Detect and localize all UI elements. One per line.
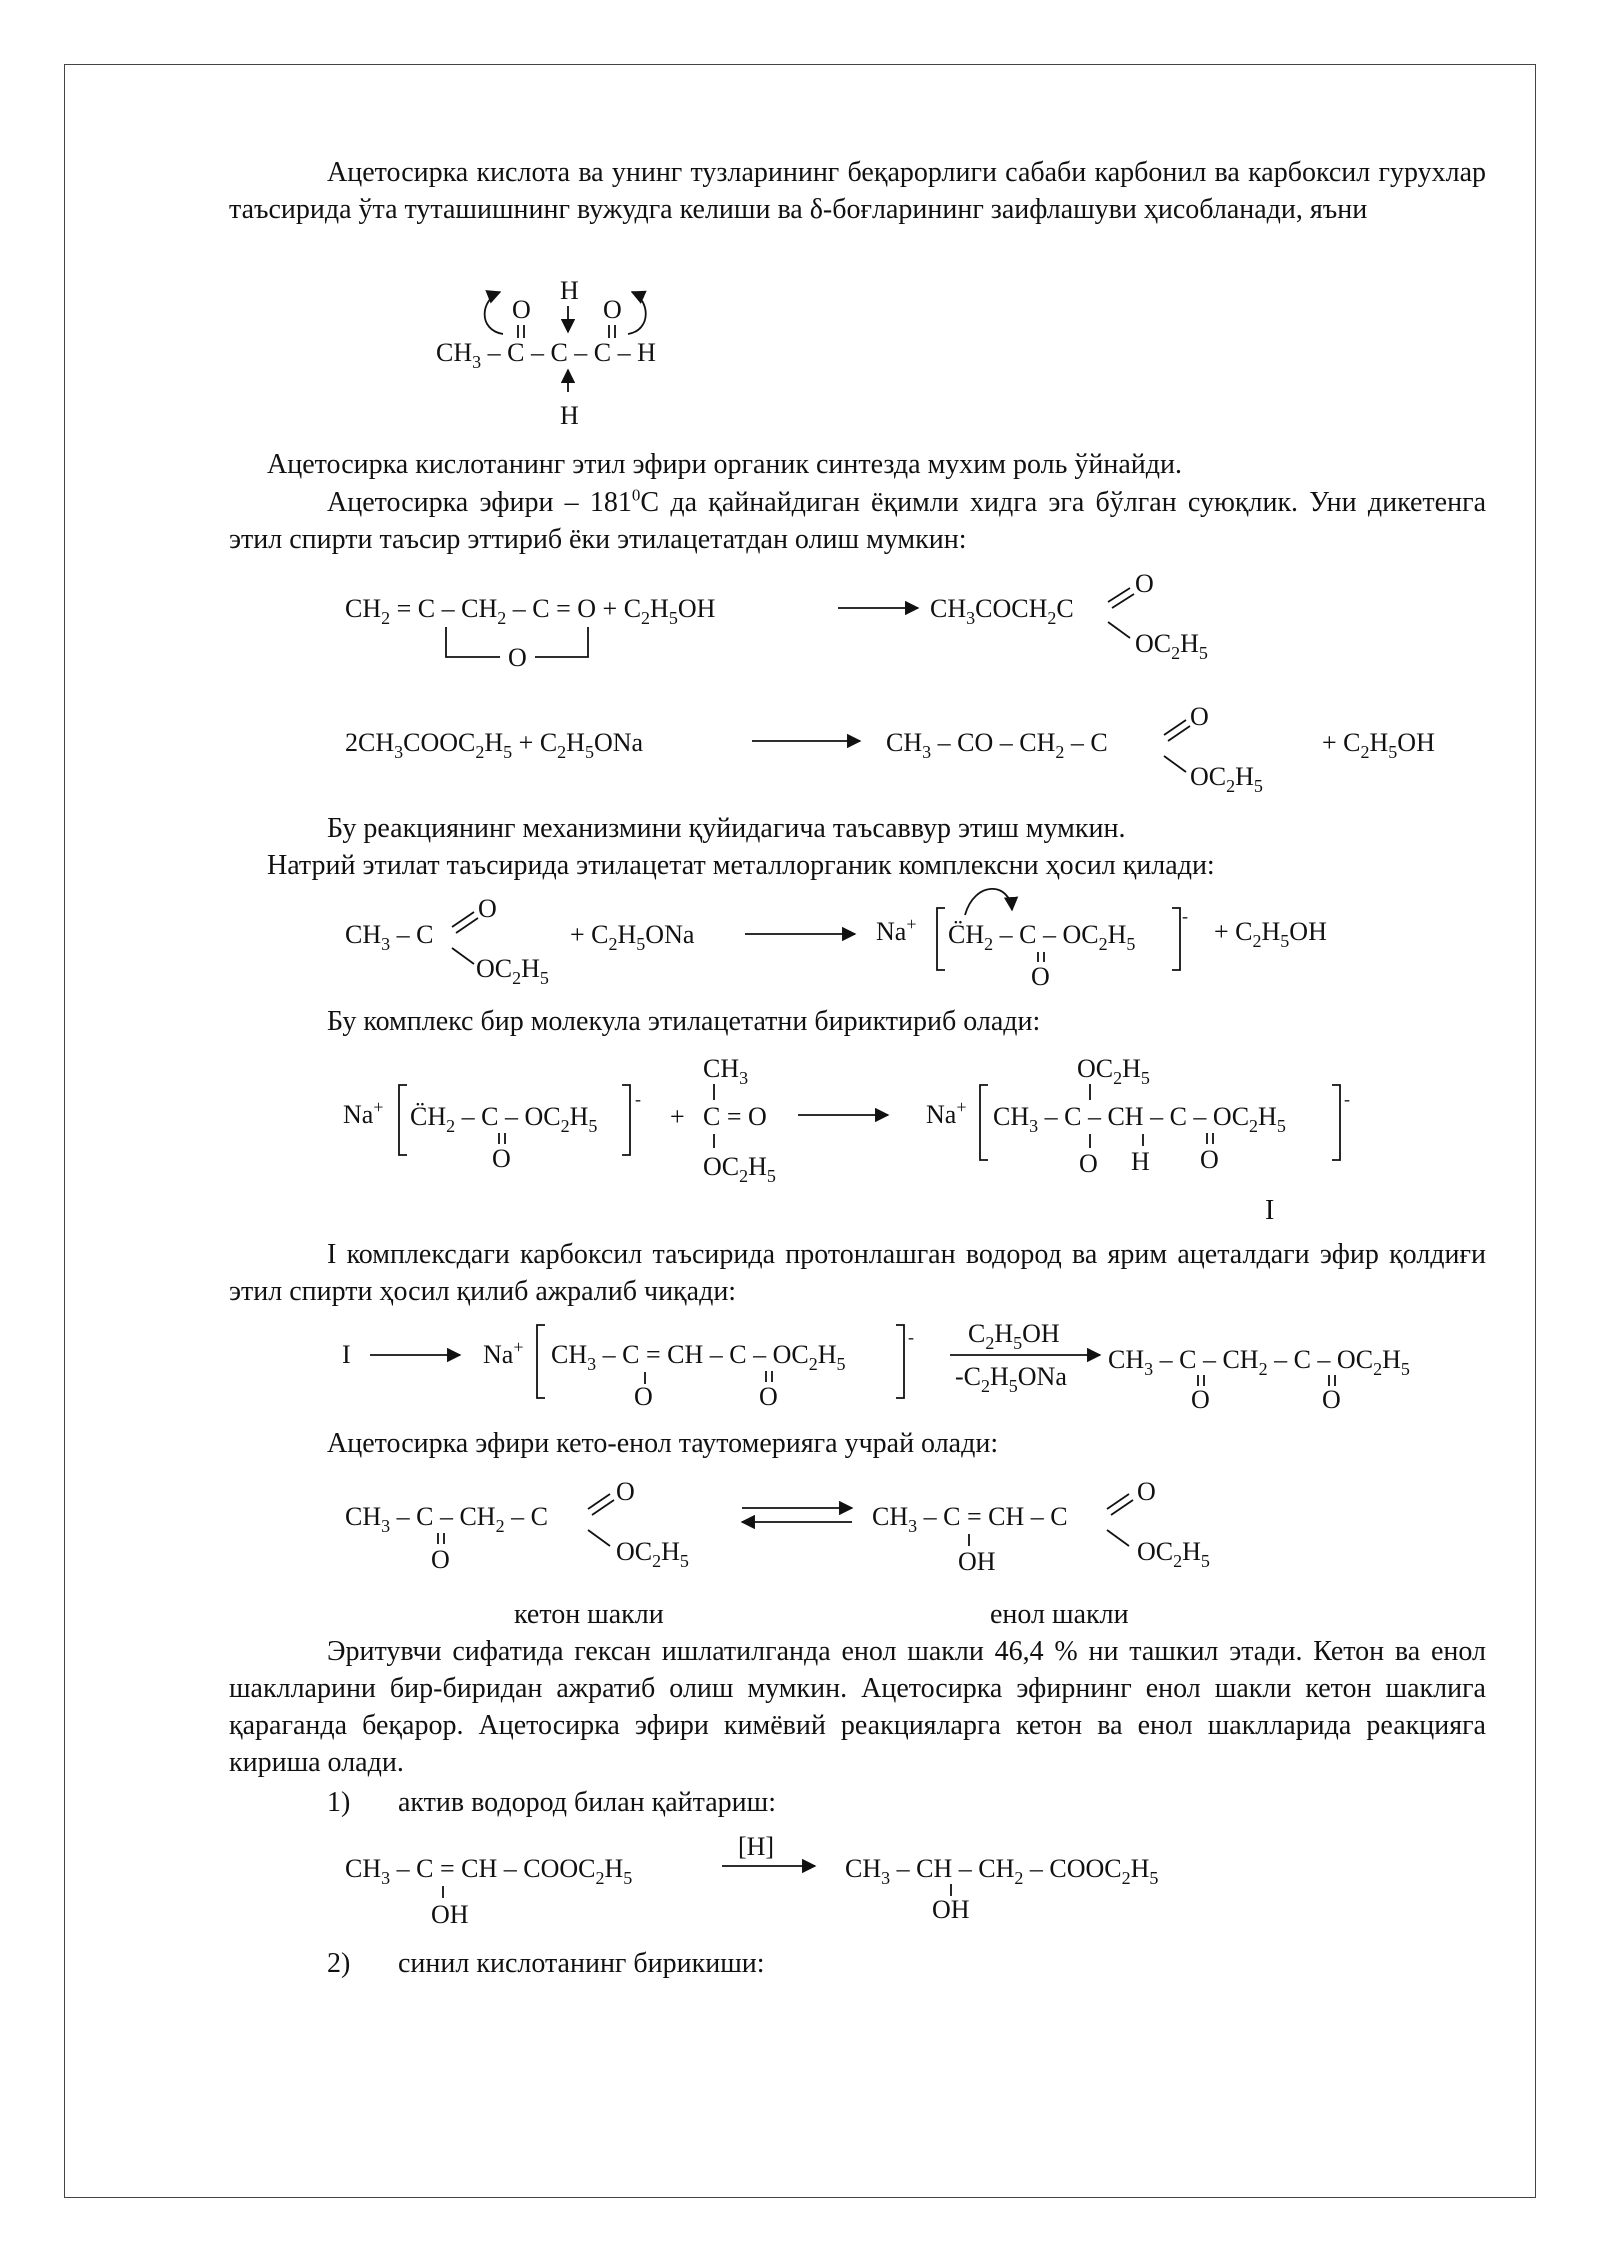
diketene-reaction [345, 569, 1208, 672]
svg-text:O: O [1191, 1385, 1210, 1414]
svg-text:O: O [1135, 569, 1154, 598]
enolate-formation-reaction [345, 889, 1327, 991]
svg-text:2CH3COOC2H5 + C2H5ONa: $2CH_3COOC_2H_5 + C_2H_5ONa$ [345, 728, 644, 762]
svg-text:CH3 – C: $CH_3$ – C [345, 920, 434, 954]
svg-text:CH3 – CO – CH2 – C: $CH_3$ – CO – $CH_2$ – C [886, 728, 1108, 762]
svg-text:CH2 = C – CH2 – C = O + C2H5: $CH_2 = C - CH_2 - C = O + C_2H_5OH$ [345, 594, 716, 628]
svg-text:+: + [670, 1102, 685, 1131]
svg-text:O: O [512, 295, 531, 324]
svg-text:OH: OH [431, 1900, 469, 1929]
svg-text:O: O [616, 1477, 635, 1506]
svg-text:O: O [1200, 1145, 1219, 1174]
paragraph-ethyl-ester-role: Ацетосирка кислотанинг этил эфири органик синтезда мухим роль ўйнайди. [267, 449, 1182, 480]
list-item-2-text: синил кислотанинг бирикиши: [398, 1948, 765, 1979]
paragraph-protonation: I комплексдаги карбоксил таъсирида протонлашган водород ва ярим ацеталдаги эфир қолдиғи этил спирти ҳосил қилиб ажралиб чиқади: [229, 1239, 1486, 1307]
enol-form-label: енол шакли [990, 1599, 1129, 1630]
paragraph-boiling-point: Ацетосирка эфири – $181^0С$ да қайнайдиган ёқимли хидга эга бўлган суюқлик. Уни дикетенга этил спирти таъсир эттириб ёки этилацетатдан олиш мумкин: [229, 485, 1486, 555]
svg-text:H: H [560, 401, 579, 430]
svg-text:CH3: $CH_3$ [703, 1054, 749, 1088]
svg-text:OC2H5: $OC_2H_5$ [1190, 762, 1263, 796]
svg-text:OC2H5: $OC_2H_5$ [1137, 1537, 1210, 1571]
svg-text:OH: OH [958, 1547, 996, 1576]
list-item-2-number: 2) [327, 1948, 351, 1979]
paragraph-instability: Ацетосирка кислота ва унинг тузларининг беқарорлиги сабаби карбонил ва карбоксил гурухлар таъсирида ўта туташишнинг вужудга келиши ва δ-боғларининг заифлашуви ҳисобланади, яъни [229, 157, 1486, 225]
svg-text:CH3 – C – CH2 – C – OC2H5: $CH_3$ – C – $CH_2$ – C – $OC_2H_5$ [1108, 1345, 1410, 1379]
svg-text:O: O [634, 1382, 653, 1411]
svg-text:O: O [1079, 1149, 1098, 1178]
svg-text:H: H [560, 276, 579, 305]
complex-addition-reaction [343, 1054, 1350, 1186]
svg-text:CH3 – CH – CH2 – COOC2H5: $CH_3$ – CH – $CH_2$ – $COOC_2H_5$ [845, 1854, 1159, 1888]
svg-text:C̈H2 – C – OC2H5: $C̈H_2$ – C – $OC_2H_5$ [948, 920, 1136, 954]
svg-text:Na+: Na+ [876, 914, 917, 946]
svg-text:-C2H5ONa: $-C_2H_5ONa$ [955, 1362, 1067, 1396]
svg-text:OC2H5: $OC_2H_5$ [1135, 629, 1208, 663]
keto-form-label: кетон шакли [514, 1599, 664, 1630]
svg-text:O: O [759, 1382, 778, 1411]
svg-text:+ C2H5OH: + $C_2H_5OH$ [1322, 728, 1435, 762]
svg-text:Na+: Na+ [926, 1097, 967, 1129]
paragraph-complex-adds: Бу комплекс бир молекула этилацетатни бириктириб олади: [327, 1006, 1041, 1037]
svg-text:I: I [342, 1340, 351, 1369]
list-item-1-number: 1) [327, 1787, 351, 1818]
svg-text:O: O [1137, 1477, 1156, 1506]
svg-text:O: O [1322, 1385, 1341, 1414]
svg-text:H: H [1131, 1147, 1150, 1176]
svg-text:C̈H2 – C – OC2H5: $C̈H_2$ – C – $OC_2H_5$ [410, 1102, 598, 1136]
svg-text:[H]: [H] [738, 1832, 775, 1861]
list-item-1-text: актив водород билан қайтариш: [398, 1787, 776, 1818]
svg-text:O: O [603, 295, 622, 324]
svg-text:-: - [1344, 1089, 1350, 1109]
paragraph-tautomerism: Ацетосирка эфири кето-енол таутомерияга учрай олади: [327, 1428, 999, 1459]
svg-text:+ C2H5ONa: + $C_2H_5ONa$ [570, 920, 695, 954]
conjugation-structure [436, 276, 656, 430]
paragraph-sodium-ethylate: Натрий этилат таъсирида этилацетат металлорганик комплексни ҳосил қилади: [267, 850, 1215, 881]
svg-text:O: O [1190, 702, 1209, 731]
svg-text:-: - [908, 1327, 914, 1347]
svg-text:CH3 – C = CH – C – OC2H5: $CH_3$ – C = CH – C – $OC_2H_5$ [551, 1340, 846, 1374]
svg-text:OC2H5: $OC_2H_5$ [476, 954, 549, 988]
svg-text:OC2H5: $OC_2H_5$ [1077, 1054, 1150, 1088]
svg-text:Na+: Na+ [343, 1097, 384, 1129]
svg-text:C2H5OH: $C_2H_5OH$ [968, 1319, 1060, 1353]
svg-text:-: - [635, 1089, 641, 1109]
svg-text:CH3 – C – CH2 – C: $CH_3$ – C – $CH_2$ – C [345, 1502, 548, 1536]
keto-enol-tautomerism [345, 1477, 1210, 1576]
svg-text:Na+: Na+ [483, 1337, 524, 1369]
svg-text:-: - [1182, 906, 1188, 926]
svg-text:O: O [1031, 962, 1050, 991]
svg-text:CH3COCH2C: $CH_3COCH_2C$ [930, 594, 1074, 628]
svg-text:O: O [508, 643, 527, 672]
svg-text:O: O [431, 1545, 450, 1574]
svg-text:OC2H5: $OC_2H_5$ [703, 1152, 776, 1186]
svg-text:O: O [492, 1144, 511, 1173]
svg-text:OC2H5: $OC_2H_5$ [616, 1537, 689, 1571]
svg-text:CH3 – C – C – C – H: $CH_3$ – C – C – C – H [436, 338, 656, 372]
claisen-reaction [345, 702, 1435, 796]
paragraph-mechanism: Бу реакциянинг механизмини қуйидагича таъсаввур этиш мумкин. [327, 813, 1126, 844]
svg-text:CH3 – C = CH – C: $CH_3$ – C = CH – C [872, 1502, 1068, 1536]
svg-text:CH3 – C = CH – COOC2H5: $CH_3$ – C = CH – $COOC_2H_5$ [345, 1854, 633, 1888]
paragraph-hexane: Эритувчи сифатида гексан ишлатилганда енол шакли 46,4 % ни ташкил этади. Кетон ва енол шаклларини бир-биридан ажратиб олиш мумкин. Ацетосирка эфирнинг енол шакли кетон шаклига қараганда беқарор. Ацетосирка эфири кимёвий реакцияларга кетон ва енол шаклларида реакцияга кириша олади. [229, 1636, 1486, 1778]
reduction-reaction [345, 1832, 1158, 1929]
svg-text:O: O [478, 894, 497, 923]
svg-text:CH3 – C – CH – C – OC2H5: $CH_3$ – C – CH – C – $OC_2H_5$ [993, 1102, 1286, 1136]
svg-text:+ C2H5OH: + $C_2H_5OH$ [1214, 917, 1327, 951]
elimination-reaction [342, 1319, 1410, 1414]
svg-text:C = O: C = O [703, 1102, 767, 1131]
svg-text:OH: OH [932, 1895, 970, 1924]
complex-I-label: I [1265, 1195, 1275, 1226]
